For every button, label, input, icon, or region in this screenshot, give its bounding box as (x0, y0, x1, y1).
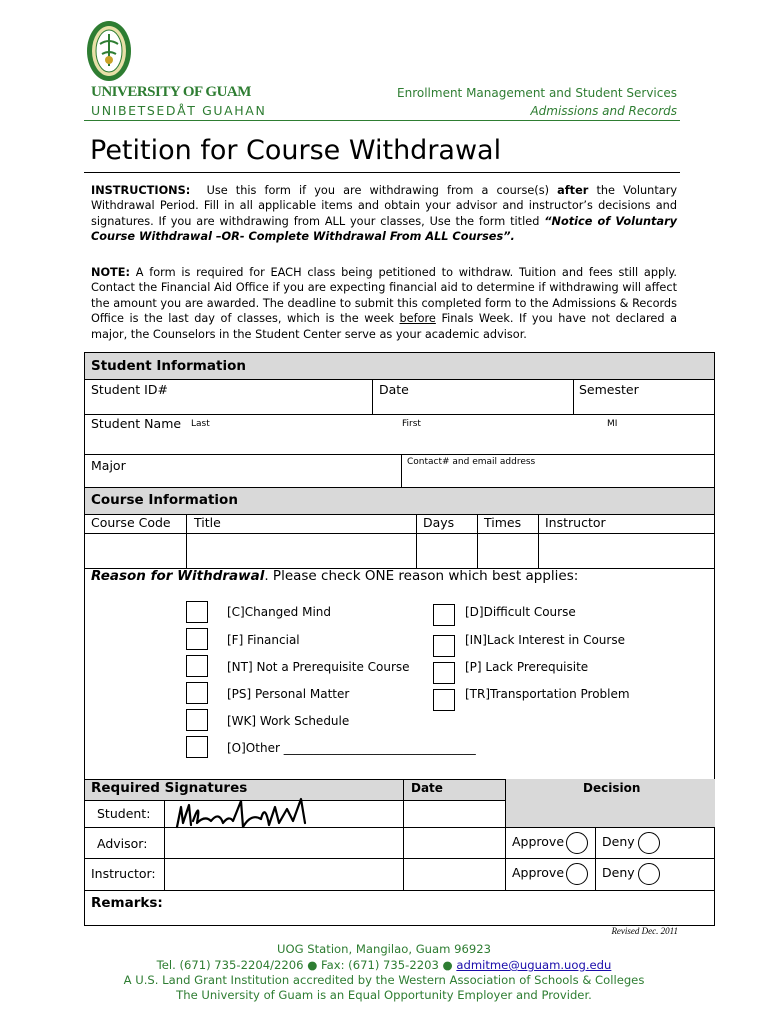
student-info-heading: Student Information (91, 358, 246, 374)
instructions-label: INSTRUCTIONS: (91, 184, 191, 197)
instructions-text-1: Use this form if you are withdrawing from a course(s) (206, 184, 549, 197)
option-not-prerequisite: [NT] Not a Prerequisite Course (227, 660, 410, 674)
col-times: Times (484, 515, 522, 530)
option-changed-mind: [C]Changed Mind (227, 605, 332, 619)
option-other: [O]Other ________________________________ (227, 741, 476, 755)
instructions-form-title: “Notice of Voluntary Course Withdrawal –OR- Complete Withdrawal From ALL Courses”. (91, 214, 678, 244)
col-course-code: Course Code (91, 515, 171, 530)
middle-initial-label: MI (607, 419, 618, 429)
advisor-deny-label: Deny (602, 834, 635, 849)
footer-email-link[interactable]: admitme@uguam.uog.edu (456, 958, 612, 972)
instructions-paragraph (91, 183, 677, 245)
date-label: Date (379, 382, 409, 397)
university-name-chamorro: UNIBETSEDÅT GUAHAN (91, 103, 267, 118)
instructor-signature-label: Instructor: (91, 866, 156, 881)
student-signature-label: Student: (97, 806, 151, 821)
checkbox-personal-matter[interactable] (186, 682, 208, 704)
advisor-approve-label: Approve (512, 834, 565, 849)
footer-contact (0, 958, 768, 972)
checkbox-lack-interest[interactable] (433, 635, 455, 657)
office-name: Admissions and Records (530, 104, 677, 118)
note-paragraph (91, 265, 677, 342)
col-instructor: Instructor (545, 515, 606, 530)
student-id-label: Student ID# (91, 382, 168, 397)
header-divider (84, 120, 680, 121)
student-signature-image (171, 793, 317, 833)
checkbox-work-schedule[interactable] (186, 709, 208, 731)
note-before: before (399, 312, 436, 326)
first-name-label: First (402, 419, 421, 429)
instructions-text-2: the Voluntary Withdrawal Period. Fill in all applicable items and obtain your advisor and instructor’s decisions and signatures. If you are withdrawing from ALL your classes, Use the form titled (91, 184, 678, 228)
note-text-2: Finals Week. If you have not declared a major, the Counselors in the Student Center serve as your academic advisor. (91, 312, 678, 341)
course-info-heading: Course Information (91, 492, 238, 508)
page-title: Petition for Course Withdrawal (90, 135, 502, 166)
reason-instruction: . Please check ONE reason which best applies: (264, 568, 579, 584)
instructor-deny-label: Deny (602, 865, 635, 880)
reason-heading: Reason for Withdrawal (91, 568, 265, 584)
option-lack-prerequisite: [P] Lack Prerequisite (465, 660, 589, 674)
revision-date: Revised Dec. 2011 (611, 926, 678, 936)
option-difficult-course: [D]Difficult Course (465, 605, 576, 619)
advisor-approve-radio[interactable] (566, 832, 588, 854)
advisor-signature-label: Advisor: (97, 836, 148, 851)
reason-heading-line (91, 568, 578, 584)
footer-equal-opportunity: The University of Guam is an Equal Opportunity Employer and Provider. (176, 988, 592, 1002)
university-seal-logo (86, 20, 132, 82)
checkbox-transportation[interactable] (433, 689, 455, 711)
major-label: Major (91, 458, 126, 473)
instructor-deny-radio[interactable] (638, 863, 660, 885)
col-title: Title (194, 515, 221, 530)
remarks-label: Remarks: (91, 895, 163, 911)
checkbox-not-prerequisite[interactable] (186, 655, 208, 677)
last-name-label: Last (191, 419, 210, 429)
option-lack-interest: [IN]Lack Interest in Course (465, 633, 625, 647)
checkbox-difficult-course[interactable] (433, 604, 455, 626)
option-financial: [F] Financial (227, 633, 300, 647)
checkbox-changed-mind[interactable] (186, 601, 208, 623)
option-transportation: [TR]Transportation Problem (465, 687, 630, 701)
instructor-approve-label: Approve (512, 865, 565, 880)
col-days: Days (423, 515, 455, 530)
signatures-heading: Required Signatures (91, 780, 248, 796)
option-personal-matter: [PS] Personal Matter (227, 687, 350, 701)
checkbox-other[interactable] (186, 736, 208, 758)
option-work-schedule: [WK] Work Schedule (227, 714, 350, 728)
footer-phone: Tel. (671) 735-2204/2206 ● Fax: (671) 735-2203 ● (156, 958, 453, 972)
note-text-1: A form is required for EACH class being petitioned to withdraw. Tuition and fees still apply. Contact the Financial Aid Office if you are expecting financial aid to determine if withdrawing will affect the amount you are awarded. The deadline to submit this completed form to the Admissions & Records Office is the last day of classes, which is the week (91, 266, 678, 326)
university-name: UNIVERSITY OF GUAM (91, 84, 251, 100)
advisor-deny-radio[interactable] (638, 832, 660, 854)
decision-header: Decision (583, 781, 641, 795)
student-name-label: Student Name (91, 416, 182, 431)
semester-label: Semester (579, 382, 639, 397)
signature-date-header: Date (411, 781, 443, 795)
checkbox-financial[interactable] (186, 628, 208, 650)
footer-address: UOG Station, Mangilao, Guam 96923 (277, 942, 491, 956)
checkbox-lack-prerequisite[interactable] (433, 662, 455, 684)
instructions-after: after (557, 184, 589, 197)
department-name: Enrollment Management and Student Services (397, 86, 677, 100)
footer-accreditation: A U.S. Land Grant Institution accredited by the Western Association of Schools & Colleges (123, 973, 645, 987)
petition-form (84, 352, 715, 926)
instructor-approve-radio[interactable] (566, 863, 588, 885)
contact-label: Contact# and email address (407, 457, 536, 467)
title-divider (84, 172, 680, 173)
note-label: NOTE: (91, 266, 130, 279)
